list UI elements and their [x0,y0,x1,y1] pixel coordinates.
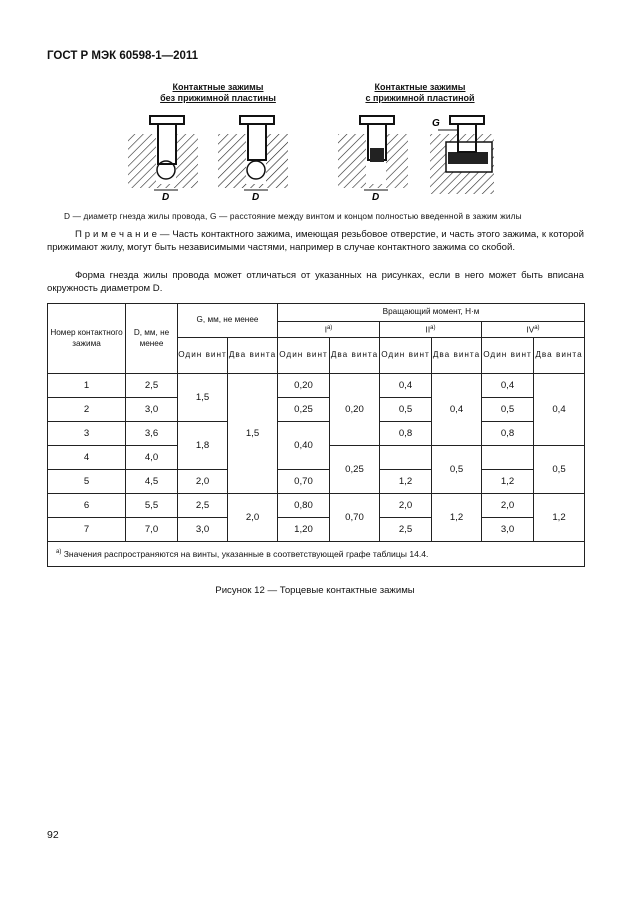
table-cell: 1,2 [534,494,585,542]
figure-caption: Рисунок 12 — Торцевые контактные зажимы [215,585,415,596]
header-two-screws: Два винта [534,338,585,374]
table-cell: 4 [48,446,126,470]
table-cell: 0,8 [380,422,432,446]
table-cell: 3,6 [126,422,178,446]
table-cell: 2,0 [228,494,278,542]
table-cell: 0,4 [534,374,585,446]
table-row [48,494,585,518]
table-cell: 3 [48,422,126,446]
table-cell: 0,40 [278,422,330,470]
table-row [48,398,585,422]
table-cell: 1 [48,374,126,398]
table-cell: 3,0 [178,518,228,542]
table-cell: 0,4 [432,374,482,446]
caption-right [350,82,490,104]
table-cell: 7 [48,518,126,542]
shape-paragraph: Форма гнезда жилы провода может отличаться от указанных на рисунках, если в него может быть вписана окружность диаметром D. [47,270,584,294]
table-cell: 5 [48,470,126,494]
header-torque: Вращающий момент, Н·м [278,304,585,322]
table-cell: 3,0 [482,518,534,542]
caption-right-line2: с прижимной пластиной [365,93,475,103]
table-cell: 0,70 [330,494,380,542]
table-cell: 4,5 [126,470,178,494]
table-cell: 0,20 [278,374,330,398]
header-one-screw: Один винт [178,338,228,374]
table-cell: 2,5 [380,518,432,542]
terminal-1 [128,116,198,203]
header-col-iv: $IV^{а)}$ [482,322,585,338]
table-cell: 0,70 [278,470,330,494]
table-footnote: $^{а)}$ Значения распространяются на винты, указанные в соответствующей графе таблицы 14.4. [48,542,585,567]
table-cell: 1,8 [178,422,228,470]
document-header: ГОСТ Р МЭК 60598-1—2011 [47,50,199,62]
header-one-screw: Один винт [380,338,432,374]
caption-left-line1: Контактные зажимы [172,82,264,92]
table-cell: 2,0 [482,494,534,518]
table-cell: 1,2 [380,470,432,494]
caption-left [148,82,288,104]
table-cell: 1,5 [178,374,228,422]
table-cell: 2 [48,398,126,422]
label-g: G [432,118,440,129]
table-cell: 2,0 [178,470,228,494]
table-cell: 1,2 [432,494,482,542]
table-cell: 1,5 [228,374,278,494]
caption-left-line2: без прижимной пластины [160,93,276,103]
terminal-4 [430,116,494,194]
terminal-2 [218,116,288,203]
header-col-i: $I^{а)}$ [278,322,380,338]
table-row [48,422,585,446]
table-row [48,518,585,542]
table-cell: 0,4 [380,374,432,398]
table-cell [482,446,534,470]
table-cell: 4,0 [126,446,178,470]
header-terminal-number: Номер контактного зажима [48,304,126,374]
table-cell: 7,0 [126,518,178,542]
table-cell: 0,25 [278,398,330,422]
table-cell: 6 [48,494,126,518]
header-two-screws: Два винта [432,338,482,374]
table-row [48,470,585,494]
note-paragraph: П р и м е ч а н и е — Часть контактного зажима, имеющая резьбовое отверстие, и часть этого зажима, к которой прижимают жилу, могут быть независимыми частями, например в случае контактного зажима со скобой. [47,229,584,253]
label-d-3: D [372,192,380,203]
table-cell: 0,25 [330,446,380,494]
table-row [48,374,585,398]
header-two-screws: Два винта [330,338,380,374]
table-cell: 0,20 [330,374,380,446]
header-d: D, мм, не менее [126,304,178,374]
terminal-diagram [118,108,518,203]
table-cell: 0,5 [534,446,585,494]
table-cell: 0,5 [380,398,432,422]
label-d-1: D [162,192,170,203]
label-d-2: D [252,192,260,203]
table-cell: 2,5 [178,494,228,518]
torque-table [47,303,585,567]
table-cell: 0,5 [432,446,482,494]
header-col-ii: $II^{а)}$ [380,322,482,338]
header-two-screws: Два винта [228,338,278,374]
table-cell: 1,2 [482,470,534,494]
table-cell [380,446,432,470]
table-cell: 2,5 [126,374,178,398]
header-one-screw: Один винт [482,338,534,374]
table-cell: 2,0 [380,494,432,518]
table-cell: 0,80 [278,494,330,518]
table-cell: 0,4 [482,374,534,398]
page-number: 92 [47,829,59,841]
terminal-3 [338,116,408,203]
table-cell: 0,8 [482,422,534,446]
table-cell: 3,0 [126,398,178,422]
table-cell: 0,5 [482,398,534,422]
header-g: G, мм, не менее [178,304,278,338]
table-cell: 1,20 [278,518,330,542]
figure-legend: D — диаметр гнезда жилы провода, G — расстояние между винтом и концом полностью введенной в зажим жилы [64,211,522,221]
table-cell: 5,5 [126,494,178,518]
caption-right-line1: Контактные зажимы [374,82,466,92]
header-one-screw: Один винт [278,338,330,374]
